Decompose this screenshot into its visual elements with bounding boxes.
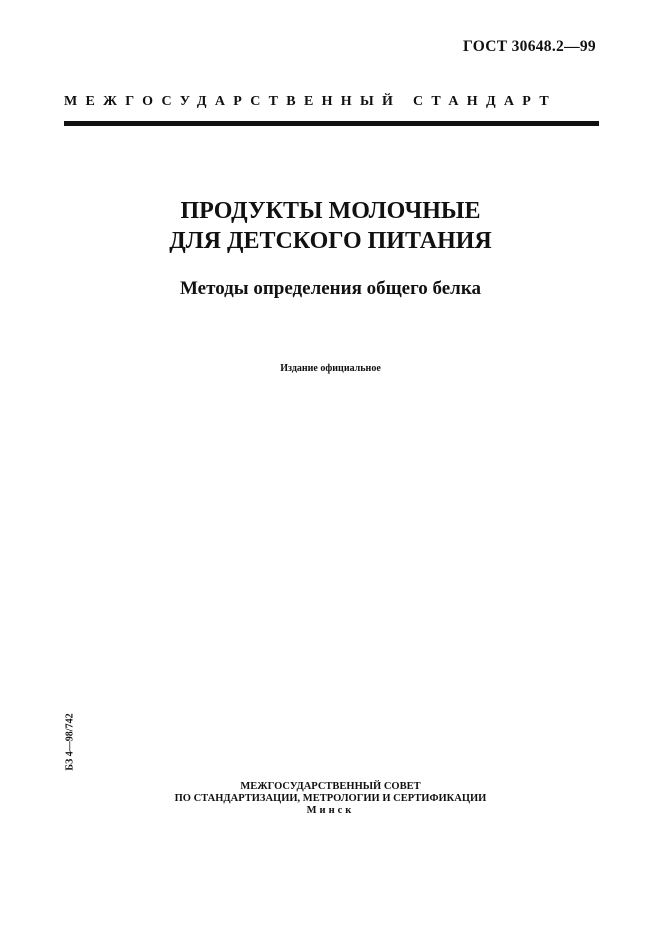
interstate-standard-label: МЕЖГОСУДАРСТВЕННЫЙ СТАНДАРТ [64, 94, 557, 109]
edition-label: Издание официальное [280, 363, 381, 374]
document-title [0, 196, 661, 256]
publisher-block [0, 781, 661, 817]
title-line-2: ДЛЯ ДЕТСКОГО ПИТАНИЯ [169, 228, 492, 254]
document-subtitle: Методы определения общего белка [180, 278, 481, 299]
side-catalog-code: БЗ 4—98/742 [64, 713, 76, 771]
publisher-line-2: ПО СТАНДАРТИЗАЦИИ, МЕТРОЛОГИИ И СЕРТИФИКАЦИИ [174, 793, 487, 804]
header-rule [64, 121, 599, 126]
publisher-city: Минск [306, 805, 355, 816]
publisher-line-1: МЕЖГОСУДАРСТВЕННЫЙ СОВЕТ [240, 781, 421, 792]
document-code: ГОСТ 30648.2—99 [462, 38, 596, 55]
title-line-1: ПРОДУКТЫ МОЛОЧНЫЕ [180, 198, 481, 224]
